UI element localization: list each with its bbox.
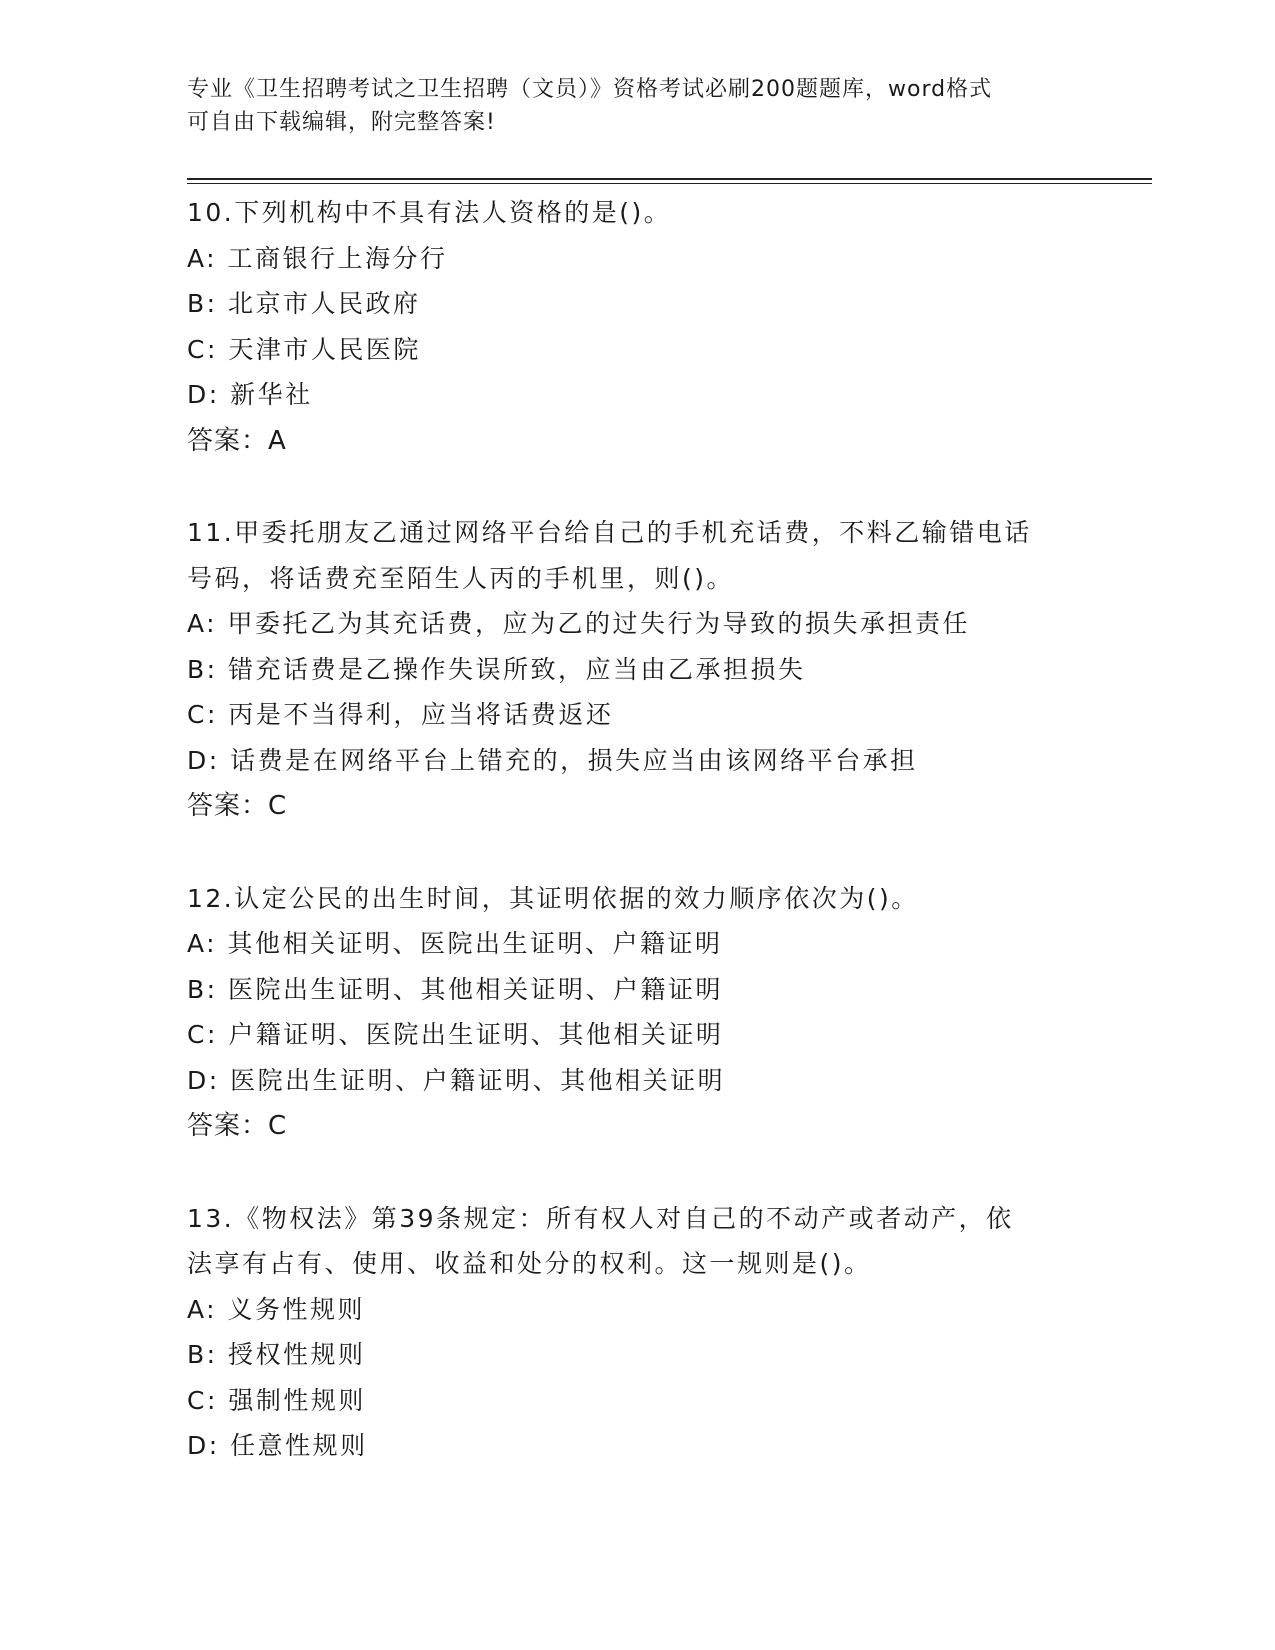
header-divider-thin [187,183,1152,184]
option-a: A: 义务性规则 [187,1294,366,1324]
question-stem: 12.认定公民的出生时间，其证明依据的效力顺序依次为()。 [187,883,919,913]
question-stem-line-2: 号码，将话费充至陌生人丙的手机里，则()。 [187,563,735,593]
option-d: D: 任意性规则 [187,1431,368,1460]
answer: 答案：C [187,1111,288,1141]
question-13 [187,1196,1087,1469]
option-b: B: 授权性规则 [187,1340,366,1369]
question-11 [187,510,1087,829]
question-stem-line-1: 13.《物权法》第39条规定：所有权人对自己的不动产或者动产，依 [187,1203,1014,1233]
answer: 答案：C [187,791,288,821]
document-header [187,73,1087,139]
question-list [187,190,1087,1516]
option-c: C: 丙是不当得利，应当将话费返还 [187,700,614,729]
option-d: D: 话费是在网络平台上错充的，损失应当由该网络平台承担 [187,745,918,775]
option-c: C: 强制性规则 [187,1385,366,1415]
option-b: B: 医院出生证明、其他相关证明、户籍证明 [187,974,724,1004]
header-divider-thick [187,178,1152,180]
header-line-1: 专业《卫生招聘考试之卫生招聘（文员）》资格考试必刷200题题库，word格式 [187,77,993,102]
option-d: D: 新华社 [187,380,313,409]
option-c: C: 天津市人民医院 [187,334,421,364]
option-c: C: 户籍证明、医院出生证明、其他相关证明 [187,1020,724,1049]
answer: 答案：A [187,425,287,456]
option-b: B: 错充话费是乙操作失误所致，应当由乙承担损失 [187,654,806,684]
question-10 [187,190,1087,463]
question-12 [187,876,1087,1149]
option-d: D: 医院出生证明、户籍证明、其他相关证明 [187,1065,726,1095]
option-a: A: 工商银行上海分行 [187,243,448,273]
header-line-2: 可自由下载编辑，附完整答案! [187,110,496,135]
option-b: B: 北京市人民政府 [187,289,421,318]
question-stem: 10.下列机构中不具有法人资格的是()。 [187,198,672,227]
question-stem-line-1: 11.甲委托朋友乙通过网络平台给自己的手机充话费，不料乙输错电话 [187,518,1032,547]
question-stem-line-2: 法享有占有、使用、收益和处分的权利。这一规则是()。 [187,1249,872,1278]
option-a: A: 其他相关证明、医院出生证明、户籍证明 [187,929,723,958]
option-a: A: 甲委托乙为其充话费，应为乙的过失行为导致的损失承担责任 [187,609,971,638]
